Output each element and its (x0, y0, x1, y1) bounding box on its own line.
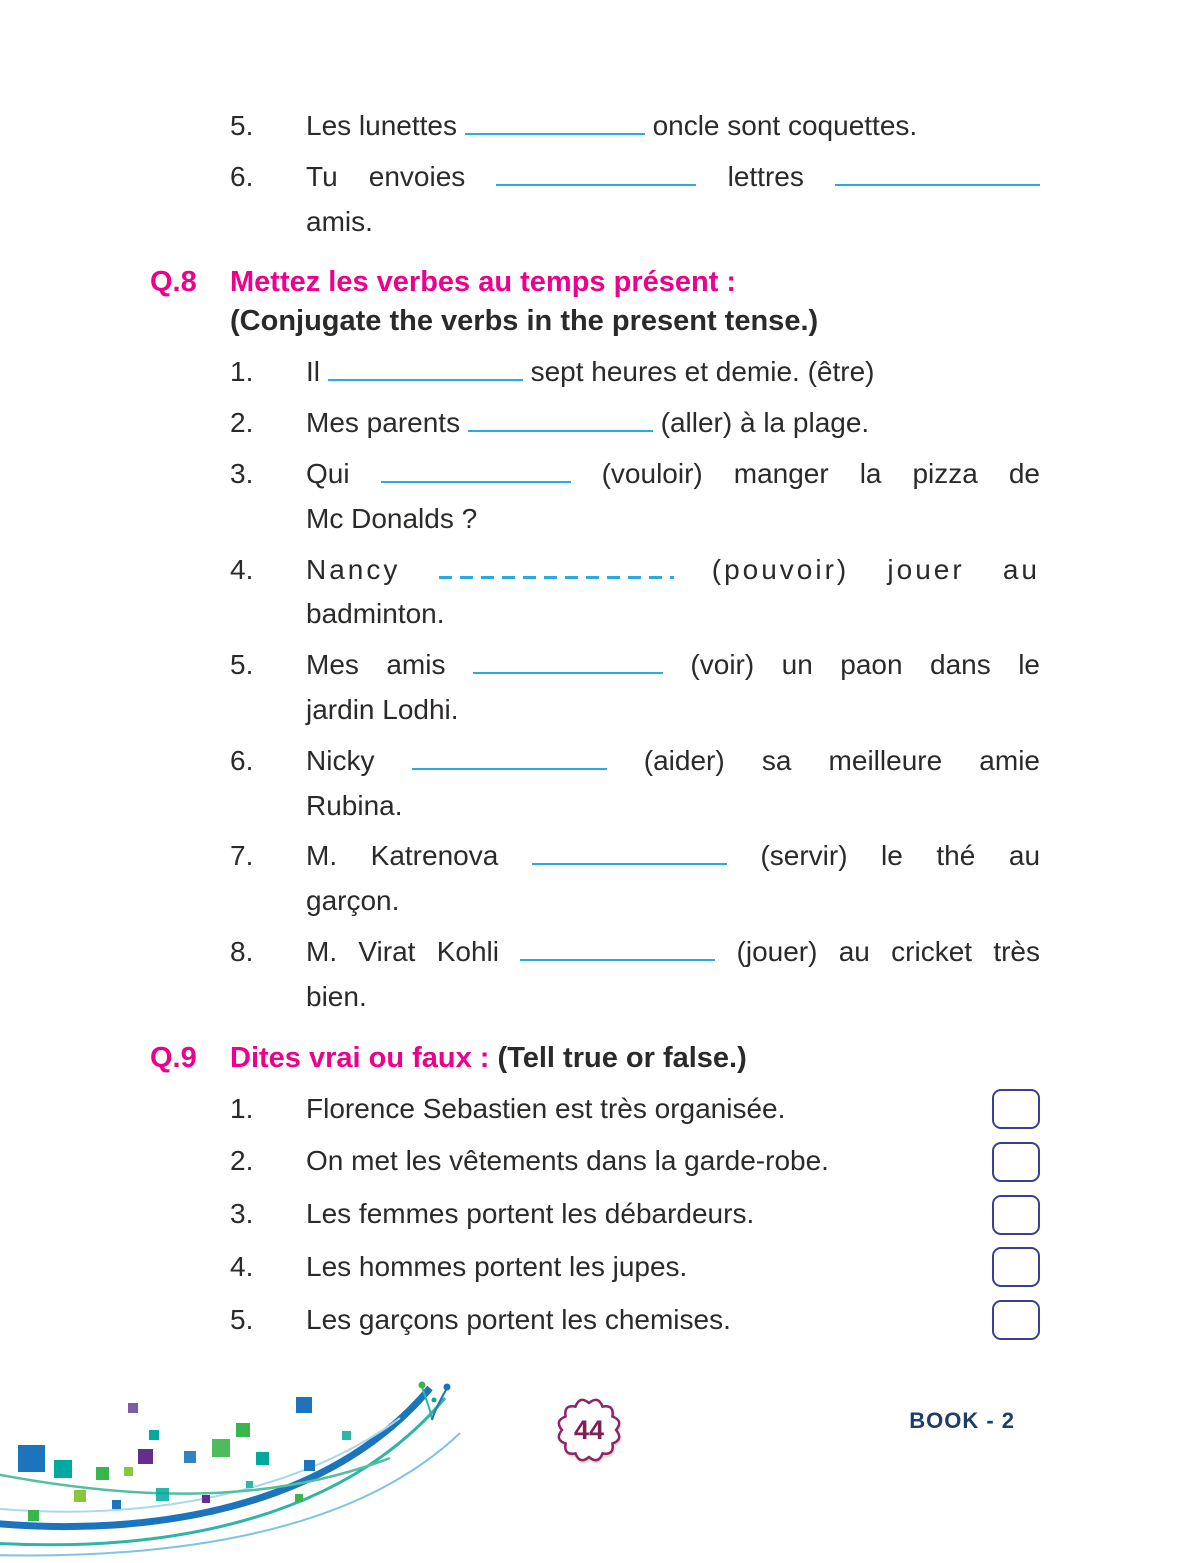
answer-blank[interactable] (520, 934, 715, 961)
item-number: 2. (230, 1145, 254, 1177)
previous-exercise-items (230, 104, 1040, 244)
truefalse-item (230, 1192, 1040, 1237)
item-body (306, 739, 1040, 829)
answer-blank[interactable] (835, 159, 1040, 186)
exercise-line (306, 452, 1040, 497)
item-text: Rubina. (306, 789, 403, 821)
exercise-line (306, 688, 1040, 733)
item-body (306, 104, 1040, 149)
answer-blank[interactable] (465, 108, 645, 135)
item-body (306, 930, 1040, 1020)
item-text: bien. (306, 980, 367, 1012)
answer-blank[interactable] (412, 743, 607, 770)
item-body (306, 548, 1040, 638)
item-text: Nancy (306, 553, 401, 585)
answer-blank[interactable] (439, 552, 674, 579)
true-false-checkbox[interactable] (992, 1142, 1040, 1182)
item-body (306, 1087, 978, 1132)
exercise-line (306, 643, 1040, 688)
item-text: badminton. (306, 598, 445, 630)
answer-blank[interactable] (532, 839, 727, 866)
answer-blank[interactable] (328, 355, 523, 382)
item-text: (pouvoir) jouer au (711, 553, 1041, 585)
item-number: 5. (230, 649, 254, 681)
q8-items (230, 350, 1040, 1019)
checkbox-cell (978, 1300, 1040, 1340)
exercise-item (230, 452, 1040, 542)
item-text: (aller) à la plage. (660, 407, 870, 439)
exercise-line: Les femmes portent les débardeurs. (306, 1198, 755, 1230)
item-body (306, 1298, 978, 1343)
exercise-item (230, 834, 1040, 924)
item-text: oncle sont coquettes. (652, 110, 918, 141)
item-text: Qui (306, 457, 350, 489)
page-number: 44 (573, 1414, 605, 1445)
item-body (306, 155, 1040, 245)
exercise-line (306, 739, 1040, 784)
truefalse-item (230, 1139, 1040, 1184)
item-number: 2. (230, 407, 254, 439)
answer-blank[interactable] (473, 648, 663, 675)
truefalse-item (230, 1298, 1040, 1343)
q8-title-fr: Mettez les verbes au temps présent : (230, 266, 737, 299)
exercise-item (230, 401, 1040, 446)
item-number: 7. (230, 840, 254, 872)
item-body (306, 452, 1040, 542)
checkbox-cell (978, 1142, 1040, 1182)
item-number: 5. (230, 110, 254, 141)
book-label: BOOK - 2 (909, 1408, 1015, 1433)
true-false-checkbox[interactable] (992, 1300, 1040, 1340)
checkbox-cell (978, 1195, 1040, 1235)
q9-title-fr: Dites vrai ou faux : (230, 1041, 490, 1074)
truefalse-item (230, 1087, 1040, 1132)
exercise-line (306, 104, 1040, 149)
item-text: amis. (306, 205, 373, 237)
exercise-line (306, 350, 1040, 395)
item-text: Mc Donalds ? (306, 502, 478, 534)
item-text: Mes amis (306, 649, 446, 681)
answer-blank[interactable] (496, 159, 696, 186)
item-text: Nicky (306, 744, 375, 776)
item-number: 1. (230, 356, 254, 388)
answer-blank[interactable] (381, 456, 571, 483)
item-body (306, 834, 1040, 924)
exercise-line (306, 548, 1040, 593)
exercise-line (306, 401, 1040, 446)
exercise-item (230, 155, 1040, 245)
exercise-item (230, 930, 1040, 1020)
item-text: lettres (727, 160, 804, 192)
item-body (306, 401, 1040, 446)
exercise-item (230, 548, 1040, 638)
checkbox-cell (978, 1089, 1040, 1129)
item-text: M. Virat Kohli (306, 935, 499, 967)
exercise-item (230, 739, 1040, 829)
exercise-item (230, 643, 1040, 733)
item-text: jardin Lodhi. (306, 693, 459, 725)
true-false-checkbox[interactable] (992, 1089, 1040, 1129)
exercise-line (306, 200, 1040, 245)
exercise-line (306, 834, 1040, 879)
item-text: M. Katrenova (306, 840, 499, 872)
item-number: 3. (230, 1198, 254, 1230)
true-false-checkbox[interactable] (992, 1195, 1040, 1235)
q8-title-en: (Conjugate the verbs in the present tense.) (230, 305, 819, 338)
item-body (306, 1192, 978, 1237)
q9-items (230, 1087, 1040, 1343)
exercise-line: Les hommes portent les jupes. (306, 1250, 688, 1282)
item-number: 3. (230, 457, 254, 489)
item-text: Tu envoies (306, 160, 466, 192)
decorative-swirl-art (0, 1373, 500, 1563)
item-text: (voir) un paon dans le (690, 649, 1040, 681)
item-text: Il (306, 356, 320, 388)
item-text: (vouloir) manger la pizza de (601, 457, 1041, 489)
page-content (150, 104, 1040, 1351)
truefalse-item (230, 1245, 1040, 1290)
exercise-line: On met les vêtements dans la garde-robe. (306, 1145, 829, 1177)
q8-heading (150, 266, 1040, 299)
item-number: 8. (230, 935, 254, 967)
exercise-line: Florence Sebastien est très organisée. (306, 1092, 786, 1124)
exercise-item (230, 104, 1040, 149)
exercise-line (306, 930, 1040, 975)
q9-label: Q.9 (150, 1041, 197, 1074)
item-text: Les lunettes (306, 110, 457, 141)
item-body (306, 643, 1040, 733)
item-body (306, 1139, 978, 1184)
item-number: 5. (230, 1303, 254, 1335)
item-number: 1. (230, 1092, 254, 1124)
q9-heading (150, 1042, 1040, 1075)
exercise-line: Les garçons portent les chemises. (306, 1303, 731, 1335)
exercise-line (306, 592, 1040, 637)
item-number: 6. (230, 160, 254, 192)
item-number: 4. (230, 553, 254, 585)
q8-label: Q.8 (150, 266, 197, 299)
item-number: 6. (230, 744, 254, 776)
item-text: garçon. (306, 885, 400, 917)
item-number: 4. (230, 1250, 254, 1282)
exercise-line (306, 879, 1040, 924)
item-text: Mes parents (306, 407, 461, 439)
exercise-line (306, 497, 1040, 542)
item-text: (servir) le thé au (760, 840, 1041, 872)
exercise-item (230, 350, 1040, 395)
item-text: (aider) sa meilleure amie (643, 744, 1040, 776)
exercise-line (306, 155, 1040, 200)
answer-blank[interactable] (468, 406, 653, 433)
item-text: sept heures et demie. (être) (530, 356, 875, 388)
item-body (306, 1245, 978, 1290)
checkbox-cell (978, 1247, 1040, 1287)
page-number-badge (551, 1392, 627, 1468)
item-text: (jouer) au cricket très (736, 935, 1040, 967)
true-false-checkbox[interactable] (992, 1247, 1040, 1287)
exercise-line (306, 975, 1040, 1020)
item-body (306, 350, 1040, 395)
q9-title-en: (Tell true or false.) (497, 1041, 747, 1074)
exercise-line (306, 784, 1040, 829)
